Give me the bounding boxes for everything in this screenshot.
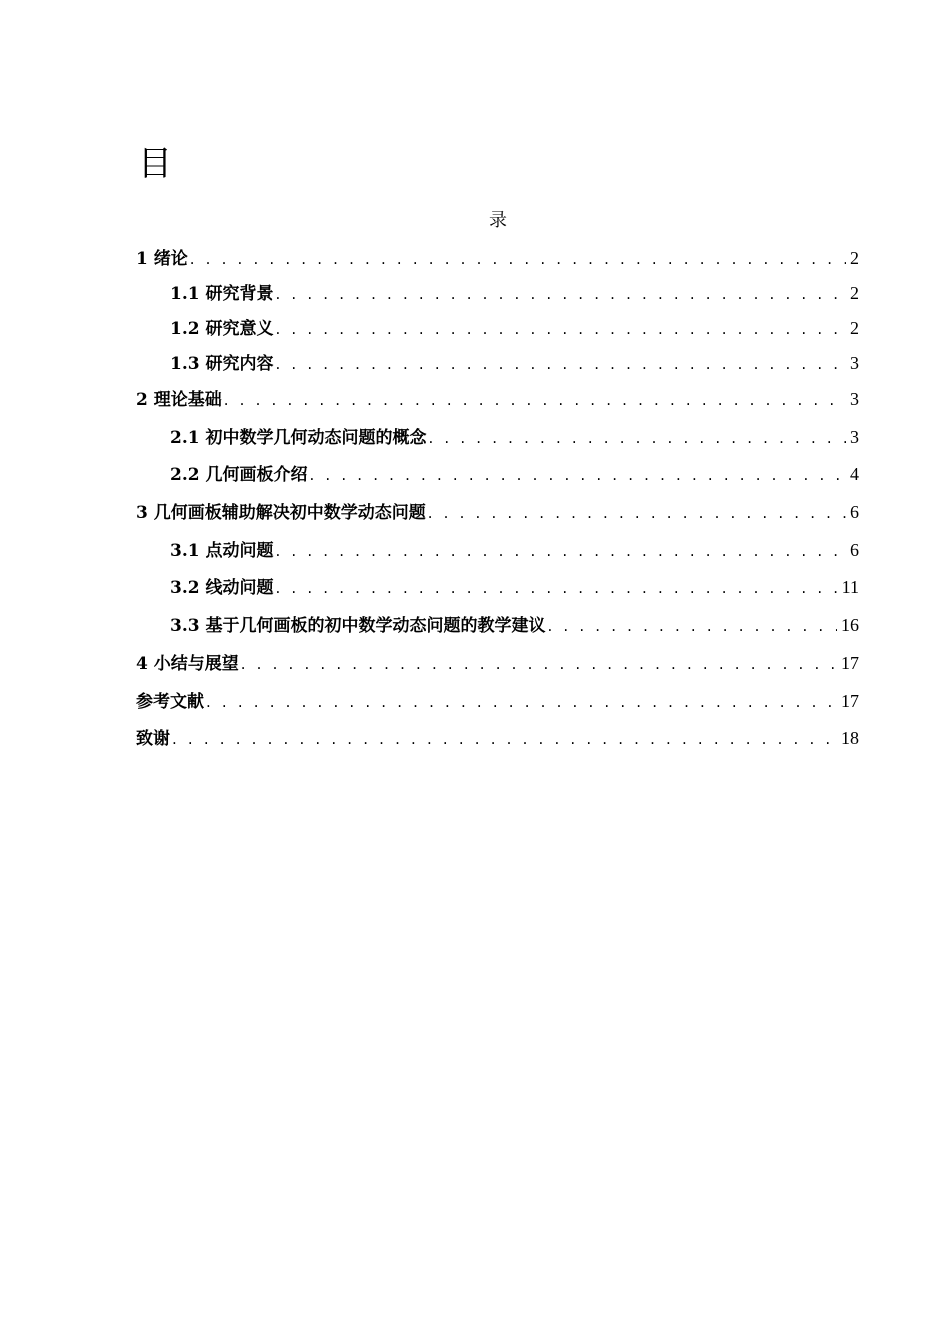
toc-entry[interactable] (136, 498, 859, 526)
toc-entry-page: 2 (850, 248, 859, 268)
toc-entry-page: 11 (841, 577, 859, 597)
toc-entry-label: 4 小结与展望 (136, 654, 239, 674)
toc-entry-label: 2 理论基础 (136, 390, 222, 410)
toc-entry-label: 致谢 (136, 729, 170, 749)
toc-dot-leader (276, 537, 847, 565)
toc-entry[interactable] (136, 649, 859, 677)
toc-entry[interactable] (170, 573, 859, 601)
toc-dot-leader (172, 725, 837, 753)
toc-dot-leader (190, 245, 846, 273)
toc-dot-leader (429, 424, 847, 452)
toc-dot-leader (276, 350, 847, 378)
toc-entry[interactable] (170, 611, 859, 639)
toc-entry-label: 3.2 线动问题 (170, 578, 274, 598)
toc-dot-leader (310, 461, 847, 489)
toc-dot-leader (276, 315, 847, 343)
page-title-continued: 录 (489, 210, 507, 231)
toc-entry-label: 1.3 研究内容 (170, 354, 274, 374)
toc-entry-label: 3.3 基于几何画板的初中数学动态问题的教学建议 (170, 616, 546, 636)
toc-entry[interactable] (170, 279, 859, 307)
toc-entry[interactable] (136, 244, 859, 272)
toc-entry-page: 16 (841, 615, 859, 635)
toc-entry-page: 3 (850, 389, 859, 409)
toc-entry-label: 2.1 初中数学几何动态问题的概念 (170, 428, 427, 448)
toc-entry-label: 1 绪论 (136, 249, 188, 269)
toc-entry-page: 2 (850, 283, 859, 303)
toc-entry-page: 2 (850, 318, 859, 338)
toc-entry-page: 17 (841, 653, 859, 673)
toc-dot-leader (224, 386, 846, 414)
toc-entry-page: 4 (850, 464, 859, 484)
toc-dot-leader (276, 280, 847, 308)
toc-entry-page: 3 (850, 353, 859, 373)
toc-entry-label: 1.2 研究意义 (170, 319, 274, 339)
toc-entry-page: 6 (850, 502, 859, 522)
toc-dot-leader (548, 612, 838, 640)
toc-entry-label: 参考文献 (136, 692, 204, 712)
toc-entry-page: 17 (841, 691, 859, 711)
toc-entry-label: 3 几何画板辅助解决初中数学动态问题 (136, 503, 426, 523)
toc-dot-leader (206, 688, 837, 716)
toc-entry-label: 2.2 几何画板介绍 (170, 465, 308, 485)
toc-entry-label: 3.1 点动问题 (170, 541, 274, 561)
toc-entry[interactable] (170, 460, 859, 488)
page-title: 目 (138, 144, 172, 184)
toc-entry-page: 6 (850, 540, 859, 560)
toc-dot-leader (276, 574, 838, 602)
toc-entry[interactable] (170, 423, 859, 451)
toc-dot-leader (428, 499, 846, 527)
toc-dot-leader (241, 650, 837, 678)
toc-entry[interactable] (136, 724, 859, 752)
toc-entry[interactable] (170, 314, 859, 342)
toc-entry[interactable] (136, 385, 859, 413)
toc-entry-page: 18 (841, 728, 859, 748)
toc-entry[interactable] (170, 536, 859, 564)
toc-entry-label: 1.1 研究背景 (170, 284, 274, 304)
toc-entry[interactable] (170, 349, 859, 377)
toc-entry-page: 3 (850, 427, 859, 447)
toc-entry[interactable] (136, 687, 859, 715)
